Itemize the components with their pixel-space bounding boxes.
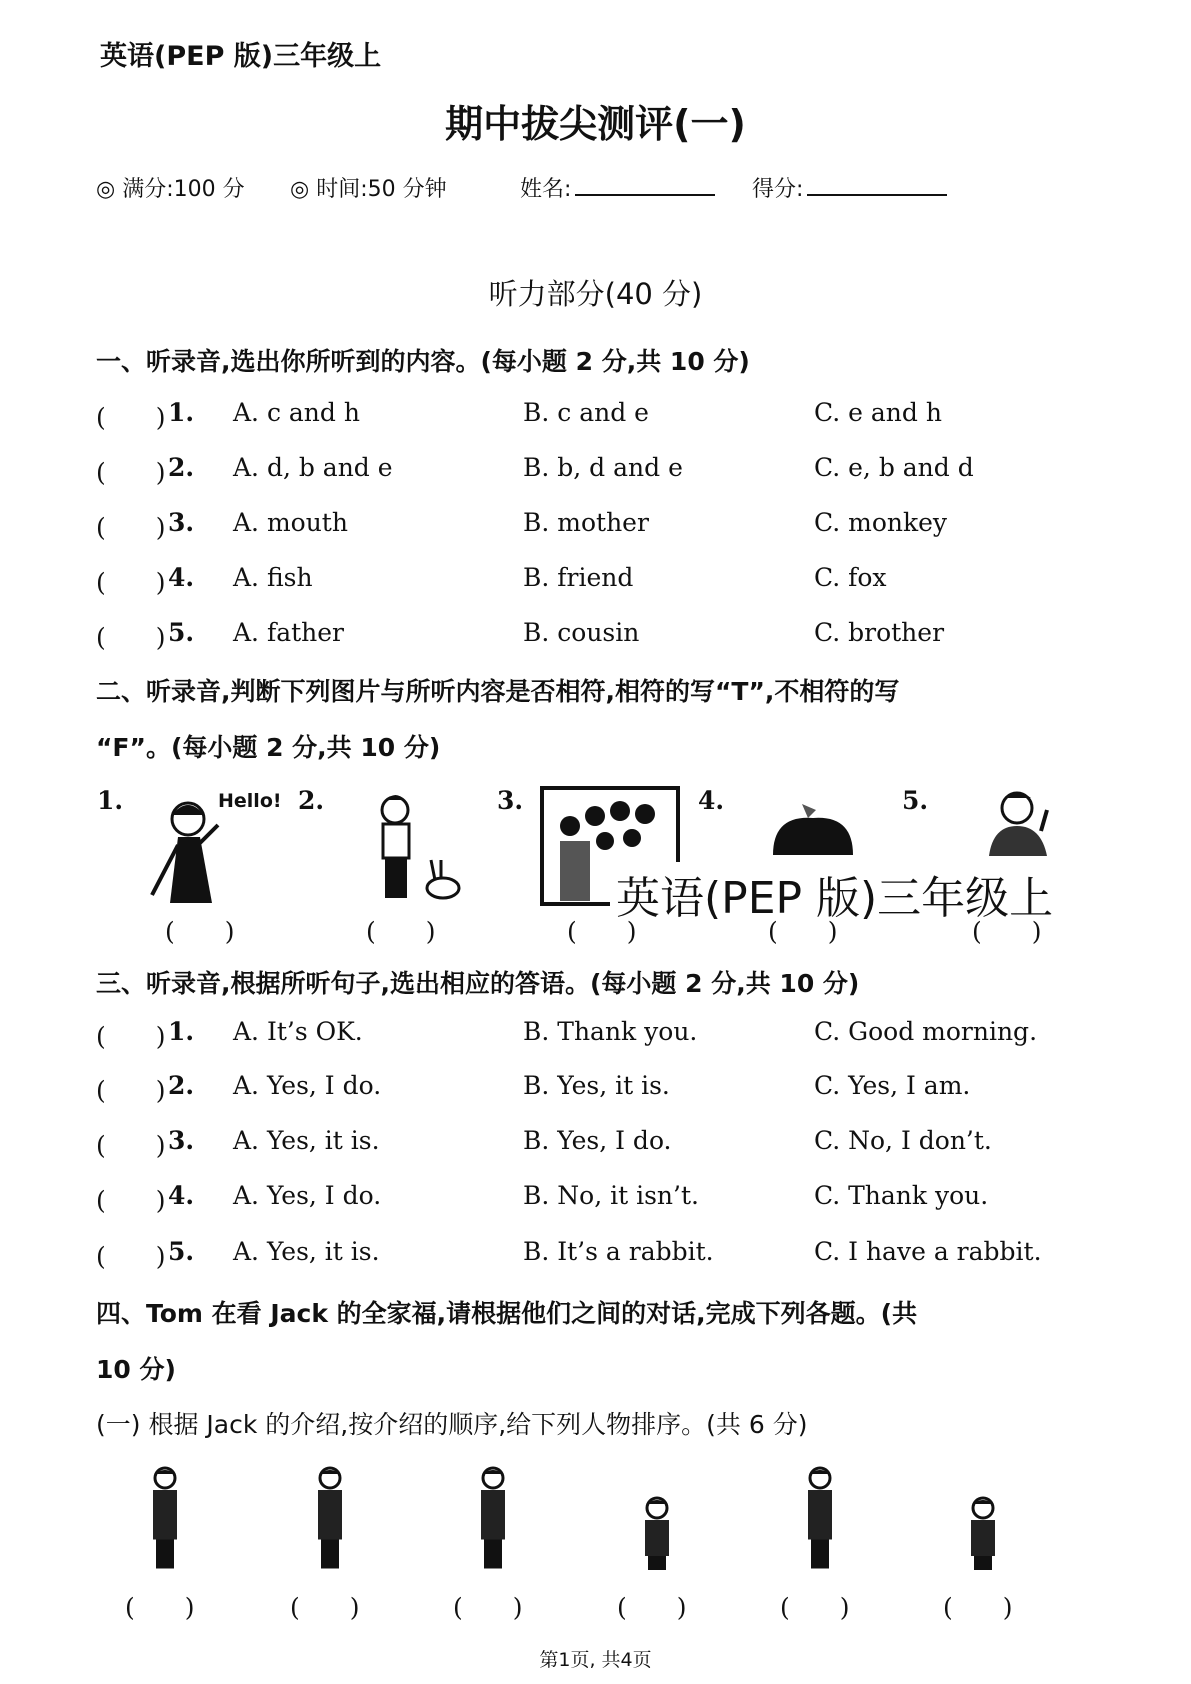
answer-paren[interactable]: ( ) (96, 568, 166, 597)
option-c[interactable]: C. fox (814, 563, 887, 592)
part-title: 听力部分(40 分) (488, 277, 703, 311)
full-score: ◎ 满分:100 分 (96, 177, 245, 202)
option-b[interactable]: B. It’s a rabbit. (523, 1237, 714, 1266)
section-4-sub-heading: (一) 根据 Jack 的介绍,按介绍的顺序,给下列人物排序。(共 6 分) (96, 1410, 808, 1439)
option-b[interactable]: B. Thank you. (523, 1017, 698, 1046)
option-a[interactable]: A. mouth (233, 508, 348, 537)
option-a[interactable]: A. It’s OK. (233, 1017, 363, 1046)
option-a[interactable]: A. father (233, 618, 344, 647)
option-b[interactable]: B. cousin (523, 618, 640, 647)
question-row (96, 1071, 1096, 1107)
answer-paren[interactable]: ( ) (96, 1022, 166, 1051)
boy-with-rabbit-image (365, 790, 465, 905)
answer-paren[interactable]: ( ) (96, 1242, 166, 1271)
answer-paren[interactable]: ( ) (972, 917, 1042, 946)
picture-3-number: 3. (497, 786, 524, 815)
question-row (96, 1181, 1096, 1217)
grandma-figure-image (463, 1466, 523, 1576)
option-a[interactable]: A. d, b and e (233, 453, 393, 482)
answer-paren[interactable]: ( ) (125, 1593, 195, 1622)
time-limit: ◎ 时间:50 分钟 (290, 177, 447, 202)
answer-paren[interactable]: ( ) (780, 1593, 850, 1622)
name-blank[interactable] (575, 174, 715, 196)
option-b[interactable]: B. friend (523, 563, 634, 592)
option-a[interactable]: A. c and h (233, 398, 360, 427)
answer-paren[interactable]: ( ) (567, 917, 637, 946)
question-row (96, 1126, 1096, 1162)
option-a[interactable]: A. Yes, it is. (233, 1237, 380, 1266)
question-number: 3. (168, 508, 195, 537)
name-label: 姓名: (520, 177, 572, 202)
answer-paren[interactable]: ( ) (96, 1131, 166, 1160)
page-footer: 第1页, 共4页 (539, 1649, 652, 1671)
question-number: 2. (168, 1071, 195, 1100)
answer-paren[interactable]: ( ) (453, 1593, 523, 1622)
question-row (96, 398, 1096, 434)
question-number: 3. (168, 1126, 195, 1155)
question-number: 4. (168, 563, 195, 592)
answer-paren[interactable]: ( ) (96, 1076, 166, 1105)
question-row (96, 1017, 1096, 1053)
question-row (96, 453, 1096, 489)
option-c[interactable]: C. I have a rabbit. (814, 1237, 1042, 1266)
option-c[interactable]: C. brother (814, 618, 945, 647)
option-a[interactable]: A. Yes, it is. (233, 1126, 380, 1155)
picture-2-number: 2. (298, 786, 325, 815)
picture-1-number: 1. (97, 786, 124, 815)
apple-image (768, 800, 858, 855)
question-number: 2. (168, 453, 195, 482)
option-c[interactable]: C. Thank you. (814, 1181, 989, 1210)
boy-figure-image (953, 1496, 1013, 1576)
question-number: 1. (168, 1017, 195, 1046)
answer-paren[interactable]: ( ) (943, 1593, 1013, 1622)
option-c[interactable]: C. e, b and d (814, 453, 974, 482)
option-c[interactable]: C. monkey (814, 508, 948, 537)
mother-figure-image (790, 1466, 850, 1576)
option-a[interactable]: A. fish (233, 563, 313, 592)
option-a[interactable]: A. Yes, I do. (233, 1071, 382, 1100)
answer-paren[interactable]: ( ) (366, 917, 436, 946)
option-b[interactable]: B. Yes, it is. (523, 1071, 670, 1100)
question-number: 4. (168, 1181, 195, 1210)
option-b[interactable]: B. b, d and e (523, 453, 683, 482)
answer-paren[interactable]: ( ) (617, 1593, 687, 1622)
answer-paren[interactable]: ( ) (96, 458, 166, 487)
answer-paren[interactable]: ( ) (165, 917, 235, 946)
score-label: 得分: (752, 177, 804, 202)
answer-paren[interactable]: ( ) (96, 1186, 166, 1215)
girl-waving-image (140, 795, 230, 905)
section-1-heading: 一、听录音,选出你所听到的内容。(每小题 2 分,共 10 分) (96, 347, 750, 376)
picture-4-number: 4. (698, 786, 725, 815)
answer-paren[interactable]: ( ) (290, 1593, 360, 1622)
book-header: 英语(PEP 版)三年级上 (100, 41, 382, 72)
watermark-text: 英语(PEP 版)三年级上 (610, 862, 1059, 926)
section-4-heading-cont: 10 分) (96, 1355, 176, 1384)
score-blank[interactable] (807, 174, 947, 196)
father-figure-image (300, 1466, 360, 1576)
girl-figure-image (627, 1496, 687, 1576)
question-row (96, 563, 1096, 599)
option-b[interactable]: B. No, it isn’t. (523, 1181, 699, 1210)
answer-paren[interactable]: ( ) (96, 623, 166, 652)
option-c[interactable]: C. Good morning. (814, 1017, 1038, 1046)
option-b[interactable]: B. mother (523, 508, 649, 537)
picture-5-number: 5. (902, 786, 929, 815)
option-b[interactable]: B. c and e (523, 398, 649, 427)
question-number: 1. (168, 398, 195, 427)
answer-paren[interactable]: ( ) (768, 917, 838, 946)
option-c[interactable]: C. No, I don’t. (814, 1126, 992, 1155)
score-field[interactable] (752, 172, 947, 203)
option-c[interactable]: C. e and h (814, 398, 942, 427)
question-number: 5. (168, 618, 195, 647)
section-2-heading-cont: “F”。(每小题 2 分,共 10 分) (96, 733, 441, 762)
question-row (96, 1237, 1096, 1273)
option-a[interactable]: A. Yes, I do. (233, 1181, 382, 1210)
option-c[interactable]: C. Yes, I am. (814, 1071, 971, 1100)
section-2-heading: 二、听录音,判断下列图片与所听内容是否相符,相符的写“T”,不相符的写 (96, 677, 900, 706)
page-title: 期中拔尖测评(一) (445, 102, 746, 146)
question-row (96, 618, 1096, 654)
answer-paren[interactable]: ( ) (96, 403, 166, 432)
section-4-heading: 四、Tom 在看 Jack 的全家福,请根据他们之间的对话,完成下列各题。(共 (96, 1299, 918, 1328)
option-b[interactable]: B. Yes, I do. (523, 1126, 672, 1155)
question-row (96, 508, 1096, 544)
hello-caption: Hello! (218, 790, 282, 812)
grandpa-figure-image (135, 1466, 195, 1576)
man-pointing-image (985, 786, 1055, 856)
name-field[interactable] (520, 172, 715, 203)
section-3-heading: 三、听录音,根据所听句子,选出相应的答语。(每小题 2 分,共 10 分) (96, 969, 860, 998)
answer-paren[interactable]: ( ) (96, 513, 166, 542)
question-number: 5. (168, 1237, 195, 1266)
